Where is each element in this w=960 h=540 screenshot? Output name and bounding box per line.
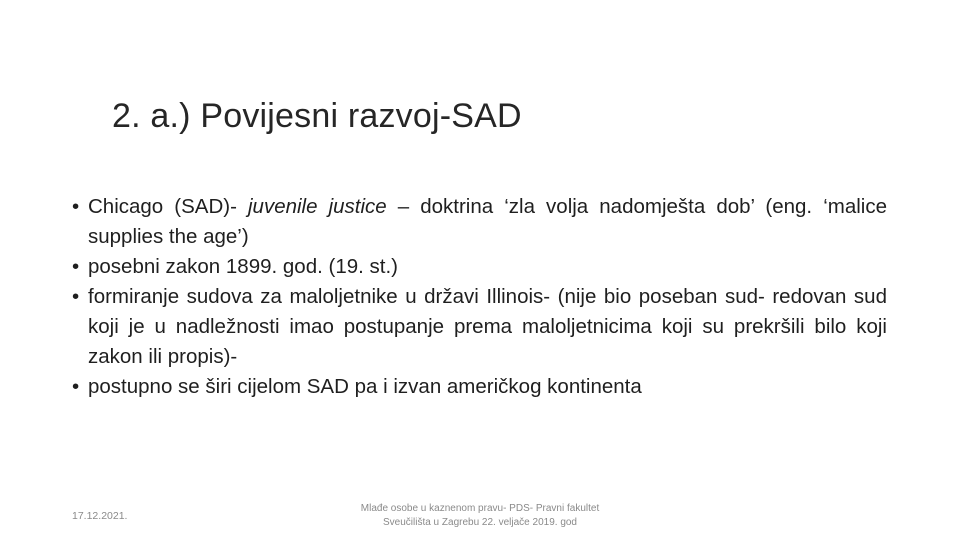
bullet-dot: • bbox=[72, 195, 80, 218]
footer-line: Sveučilišta u Zagrebu 22. veljače 2019. god bbox=[382, 517, 577, 528]
bullet-text: posebni zakon 1899. god. (19. st.) bbox=[88, 255, 398, 278]
bullet-text: formiranje sudova za maloljetnike u državi Illinois- (nije bio poseban sud- redovan sud koji je u nadležnosti imao postupanje prema maloljetnicima koji su prekršili bilo koji zakon ili propis)- bbox=[88, 285, 887, 368]
bullet-item bbox=[72, 192, 887, 252]
footer-date: 17.12.2021. bbox=[72, 510, 128, 522]
bullet-item bbox=[72, 372, 887, 402]
footer-line: Mlađe osobe u kaznenom pravu- PDS- Pravni fakultet bbox=[360, 503, 600, 514]
bullet-item bbox=[72, 252, 887, 282]
bullet-text-part: – doktrina ‘zla volja nadomješta dob’ (eng. ‘malice supplies the age’) bbox=[88, 195, 887, 248]
bullet-text bbox=[88, 195, 887, 248]
bullet-text: postupno se širi cijelom SAD pa i izvan američkog kontinenta bbox=[88, 375, 642, 398]
bullet-text-part: Chicago (SAD)- bbox=[88, 195, 248, 218]
bullet-dot: • bbox=[72, 285, 80, 308]
slide-title: 2. a.) Povijesni razvoj-SAD bbox=[112, 97, 522, 135]
footer-center bbox=[330, 502, 630, 530]
bullet-item bbox=[72, 282, 887, 372]
bullet-dot: • bbox=[72, 255, 80, 278]
slide-body bbox=[72, 192, 887, 402]
bullet-dot: • bbox=[72, 375, 80, 398]
bullet-text-italic: juvenile justice bbox=[247, 195, 387, 218]
